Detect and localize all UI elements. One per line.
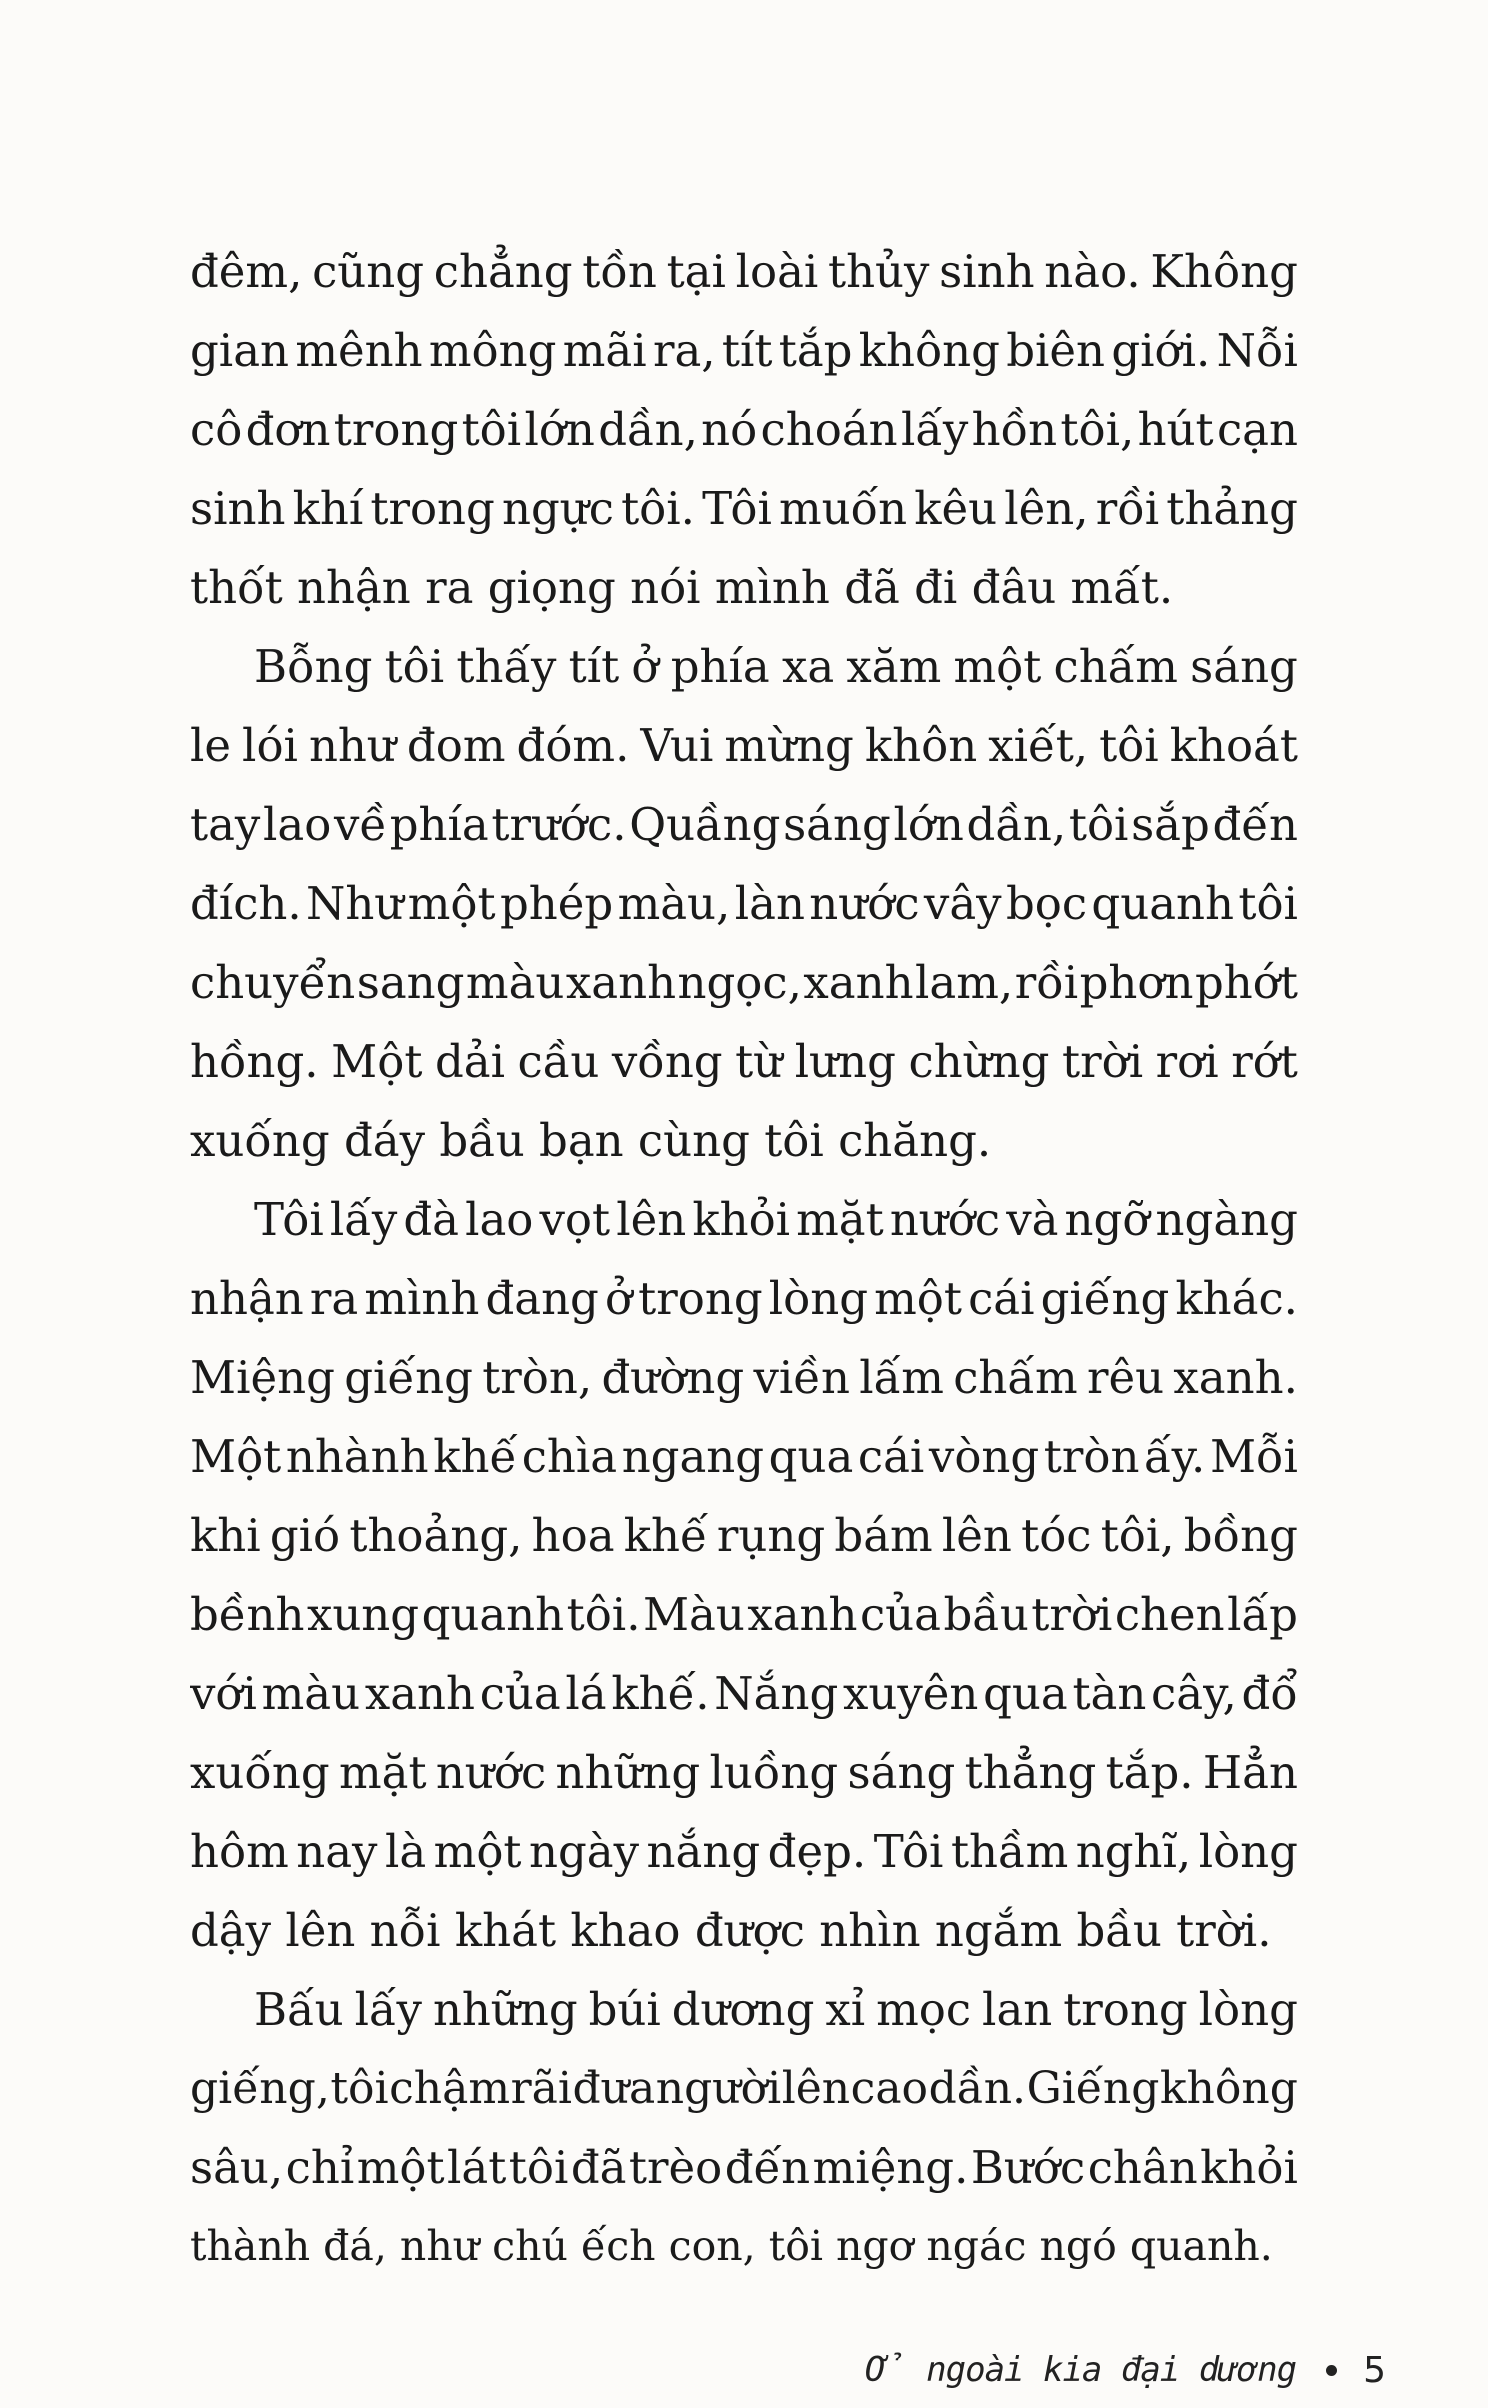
text-line: tay lao về phía trước. Quầng sáng lớn dần, tôi sắp đến bbox=[190, 798, 1298, 851]
text-line: với màu xanh của lá khế. Nắng xuyên qua tàn cây, đổ bbox=[190, 1667, 1298, 1720]
text-line: sâu, chỉ một lát tôi đã trèo đến miệng. Bước chân khỏi bbox=[190, 2141, 1298, 2194]
text-line: nhận ra mình đang ở trong lòng một cái giếng khác. bbox=[190, 1272, 1298, 1325]
text-line: thốt nhận ra giọng nói mình đã đi đâu mất. bbox=[190, 561, 1174, 614]
text-line: dậy lên nỗi khát khao được nhìn ngắm bầu trời. bbox=[190, 1904, 1272, 1957]
text-line: Một nhành khế chìa ngang qua cái vòng tròn ấy. Mỗi bbox=[190, 1430, 1298, 1483]
body-text bbox=[190, 232, 1298, 2286]
text-line: Miệng giếng tròn, đường viền lấm chấm rêu xanh. bbox=[190, 1351, 1298, 1404]
text-line: sinh khí trong ngực tôi. Tôi muốn kêu lên, rồi thảng bbox=[190, 482, 1298, 535]
text-line: le lói như đom đóm. Vui mừng khôn xiết, tôi khoát bbox=[190, 719, 1298, 772]
text-line: xuống mặt nước những luồng sáng thẳng tắp. Hẳn bbox=[190, 1746, 1298, 1799]
paragraph bbox=[190, 1970, 1298, 2286]
paragraph bbox=[190, 627, 1298, 1180]
text-line: hôm nay là một ngày nắng đẹp. Tôi thầm nghĩ, lòng bbox=[190, 1825, 1298, 1878]
text-line: khi gió thoảng, hoa khế rụng bám lên tóc tôi, bồng bbox=[190, 1509, 1298, 1562]
text-line: đích. Như một phép màu, làn nước vây bọc quanh tôi bbox=[190, 877, 1298, 930]
paragraph bbox=[190, 1180, 1298, 1970]
text-line: hồng. Một dải cầu vồng từ lưng chừng trời rơi rớt bbox=[190, 1035, 1298, 1088]
paragraph bbox=[190, 232, 1298, 627]
bullet-separator bbox=[1326, 2365, 1337, 2376]
text-line: đêm, cũng chẳng tồn tại loài thủy sinh nào. Không bbox=[190, 245, 1298, 298]
text-line: cô đơn trong tôi lớn dần, nó choán lấy hồn tôi, hút cạn bbox=[190, 403, 1298, 456]
page-footer bbox=[867, 2340, 1386, 2400]
text-line: xuống đáy bầu bạn cùng tôi chăng. bbox=[190, 1114, 992, 1167]
running-title: Ở ngoài kia đại dương bbox=[866, 2350, 1297, 2390]
page-number: 5 bbox=[1363, 2349, 1386, 2391]
text-line: thành đá, như chú ếch con, tôi ngơ ngác ngó quanh. bbox=[190, 2222, 1273, 2270]
text-line: giếng, tôi chậm rãi đưa người lên cao dần. Giếng không bbox=[190, 2063, 1298, 2114]
text-line: Tôi lấy đà lao vọt lên khỏi mặt nước và ngỡ ngàng bbox=[254, 1193, 1298, 1246]
text-line: Bỗng tôi thấy tít ở phía xa xăm một chấm sáng bbox=[254, 640, 1298, 693]
text-line: chuyển sang màu xanh ngọc, xanh lam, rồi phơn phớt bbox=[190, 956, 1298, 1009]
text-line: gian mênh mông mãi ra, tít tắp không biên giới. Nỗi bbox=[190, 324, 1298, 377]
text-line: bềnh xung quanh tôi. Màu xanh của bầu trời chen lấp bbox=[190, 1588, 1298, 1641]
text-line: Bấu lấy những búi dương xỉ mọc lan trong lòng bbox=[254, 1983, 1298, 2036]
